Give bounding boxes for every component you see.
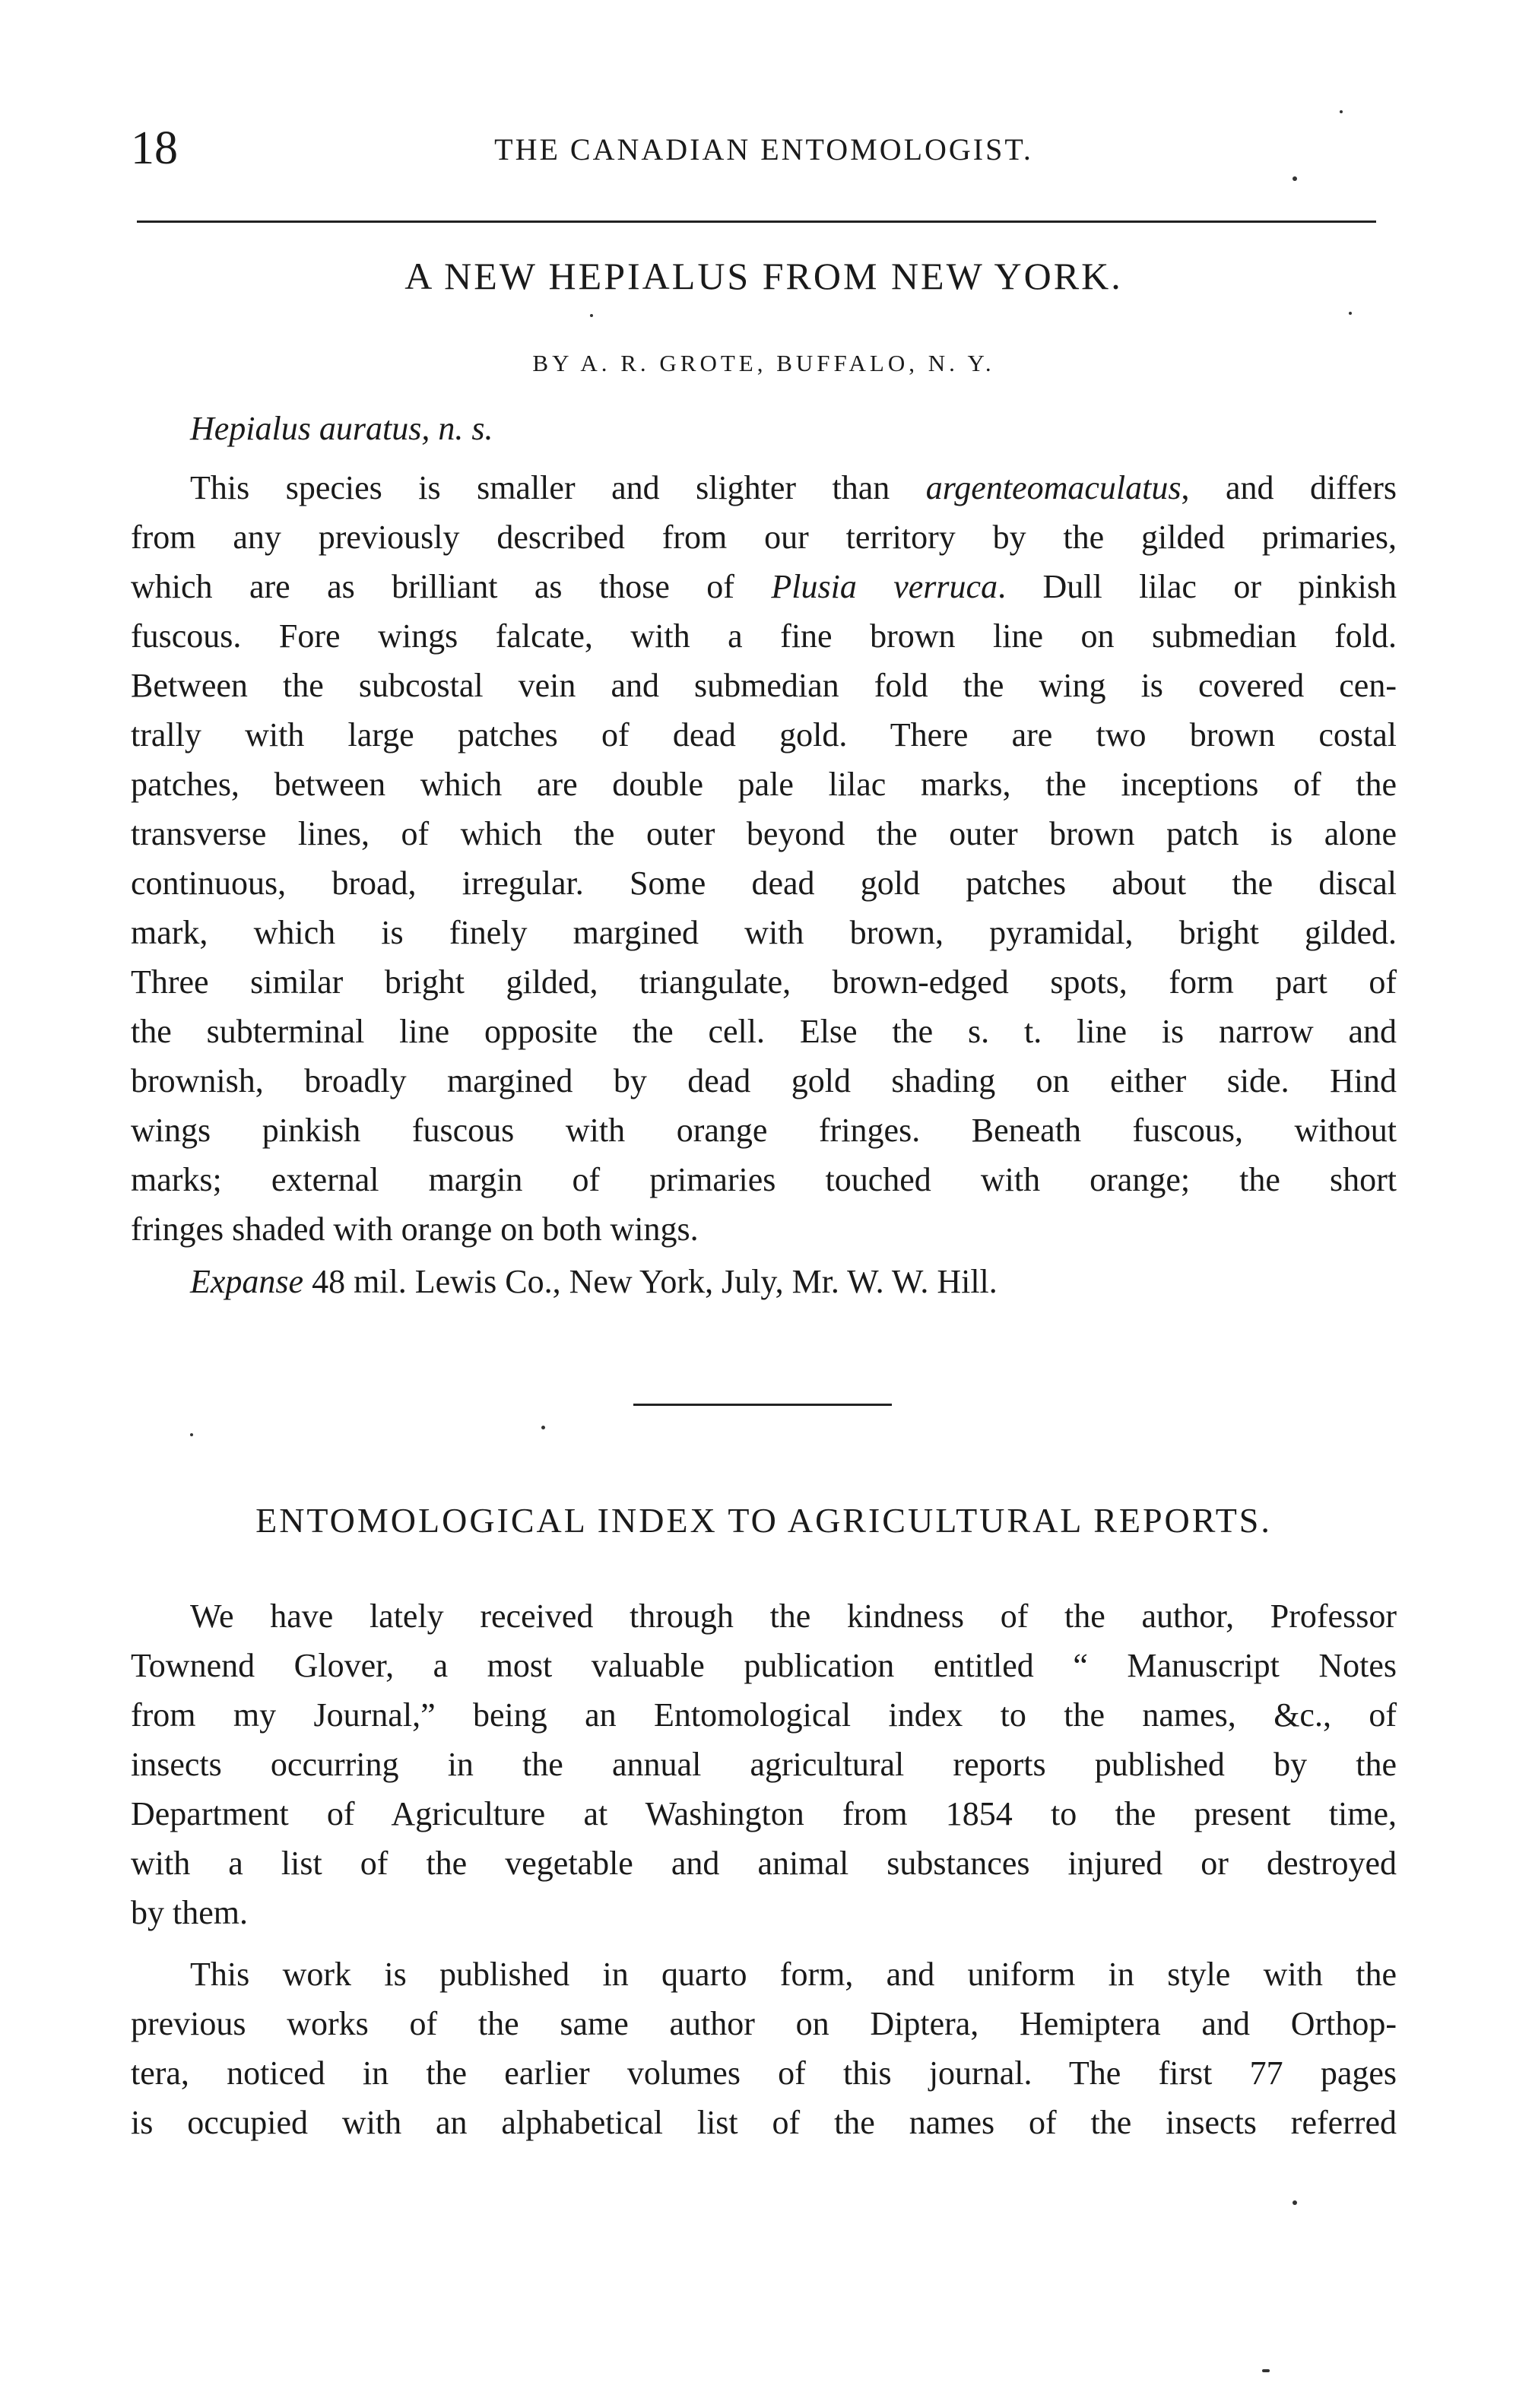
text-line: mark, which is finely margined with brown, pyramidal, bright gilded. bbox=[131, 914, 1397, 951]
header-rule bbox=[137, 220, 1376, 223]
section-divider bbox=[633, 1404, 892, 1406]
text-line: marks; external margin of primaries touched with orange; the short bbox=[131, 1161, 1397, 1198]
page-number: 18 bbox=[131, 122, 178, 174]
text-line: Townend Glover, a most valuable publication entitled “ Manuscript Notes bbox=[131, 1647, 1397, 1684]
text-line: tera, noticed in the earlier volumes of this journal. The first 77 pages bbox=[131, 2054, 1397, 2092]
ink-speck bbox=[541, 1426, 545, 1429]
text-line: by them. bbox=[131, 1894, 248, 1931]
text-line: transverse lines, of which the outer beyond the outer brown patch is alone bbox=[131, 815, 1397, 852]
running-head bbox=[131, 122, 1397, 175]
journal-title: THE CANADIAN ENTOMOLOGIST. bbox=[494, 132, 1033, 167]
text-line: Department of Agriculture at Washington from 1854 to the present time, bbox=[131, 1795, 1397, 1832]
text-line: fringes shaded with orange on both wings. bbox=[131, 1210, 699, 1248]
expanse-line: Expanse 48 mil. Lewis Co., New York, July, Mr. W. W. Hill. bbox=[190, 1263, 998, 1300]
text-line: We have lately received through the kindness of the author, Professor bbox=[190, 1597, 1397, 1635]
text-line: patches, between which are double pale lilac marks, the inceptions of the bbox=[131, 766, 1397, 803]
text-line: previous works of the same author on Diptera, Hemiptera and Orthop- bbox=[131, 2005, 1397, 2042]
text-line: This work is published in quarto form, and uniform in style with the bbox=[190, 1956, 1397, 1993]
ink-speck bbox=[1293, 2200, 1297, 2205]
ink-speck bbox=[1349, 312, 1352, 315]
ink-speck bbox=[590, 314, 593, 317]
text-line: wings pinkish fuscous with orange fringes. Beneath fuscous, without bbox=[131, 1112, 1397, 1149]
text-line: fuscous. Fore wings falcate, with a fine brown line on submedian fold. bbox=[131, 617, 1397, 655]
ink-speck bbox=[1340, 110, 1343, 113]
text-line: brownish, broadly margined by dead gold shading on either side. Hind bbox=[131, 1062, 1397, 1099]
text-line: trally with large patches of dead gold. There are two brown costal bbox=[131, 716, 1397, 753]
text-line: insects occurring in the annual agricultural reports published by the bbox=[131, 1746, 1397, 1783]
article-title: A NEW HEPIALUS FROM NEW YORK. bbox=[404, 255, 1123, 297]
text-line: the subterminal line opposite the cell. Else the s. t. line is narrow and bbox=[131, 1013, 1397, 1050]
section-title: ENTOMOLOGICAL INDEX TO AGRICULTURAL REPORTS. bbox=[255, 1501, 1272, 1540]
text-line: continuous, broad, irregular. Some dead gold patches about the discal bbox=[131, 865, 1397, 902]
species-heading: Hepialus auratus, n. s. bbox=[190, 410, 493, 447]
text-line: Three similar bright gilded, triangulate, brown-edged spots, form part of bbox=[131, 963, 1397, 1001]
text-line: This species is smaller and slighter than argenteomaculatus, and differs bbox=[190, 469, 1397, 506]
text-line: which are as brilliant as those of Plusia verruca. Dull lilac or pinkish bbox=[131, 568, 1397, 605]
text-line: Between the subcostal vein and submedian fold the wing is covered cen- bbox=[131, 667, 1397, 704]
ink-speck bbox=[190, 1433, 193, 1436]
article-byline: BY A. R. GROTE, BUFFALO, N. Y. bbox=[532, 350, 995, 376]
text-line: with a list of the vegetable and animal substances injured or destroyed bbox=[131, 1845, 1397, 1882]
text-line: is occupied with an alphabetical list of the names of the insects referred bbox=[131, 2104, 1397, 2141]
ink-speck bbox=[1293, 176, 1297, 181]
ink-speck bbox=[1262, 2369, 1270, 2372]
text-line: from my Journal,” being an Entomological index to the names, &c., of bbox=[131, 1696, 1397, 1734]
text-line: from any previously described from our territory by the gilded primaries, bbox=[131, 519, 1397, 556]
